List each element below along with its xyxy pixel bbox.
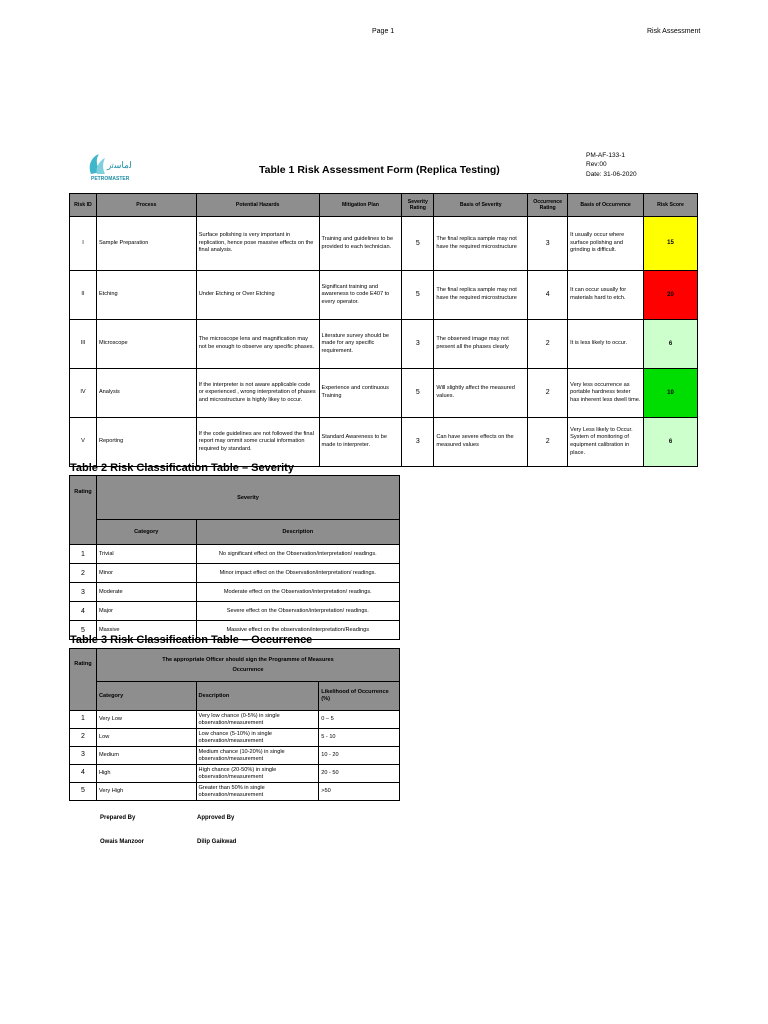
basis-of-occurrence: It usually occur where surface polishing and grinding is difficult. [568, 217, 644, 271]
company-logo [85, 150, 145, 184]
col-header: Mitigation Plan [319, 194, 402, 217]
basis-of-severity: Will slightly affect the measured values. [434, 369, 528, 418]
rating: 5 [70, 621, 97, 640]
doc-header-title: Risk Assessment [647, 28, 701, 35]
likelihood: >50 [319, 783, 400, 801]
category: High [96, 765, 196, 783]
severity-rating: 5 [402, 369, 434, 418]
doc-rev: Rev:00 [586, 161, 607, 169]
prepared-by-name: Owais Manzoor [100, 839, 145, 845]
table-row [70, 711, 400, 729]
category: Massive [96, 621, 196, 640]
table-row [70, 583, 400, 602]
severity-rating: 5 [402, 271, 434, 320]
table-row [70, 765, 400, 783]
table-header-row [70, 649, 400, 682]
likelihood-header: Likelihood of Occurrence (%) [319, 682, 400, 711]
basis-of-severity: The observed image may not present all the phases clearly [434, 320, 528, 369]
process: Reporting [96, 418, 196, 467]
svg-text:ﻟﻣﺎﺳﺗﺭ: ﻟﻣﺎﺳﺗﺭ [107, 161, 132, 171]
doc-date: Date: 31-06-2020 [586, 170, 637, 178]
risk-id: V [70, 418, 97, 467]
category: Minor [96, 564, 196, 583]
category: Low [96, 729, 196, 747]
occurrence-rating: 2 [528, 418, 568, 467]
severity-table-title: Table 2 Risk Classification Table – Severity [70, 462, 294, 474]
process: Microscope [96, 320, 196, 369]
category: Major [96, 602, 196, 621]
risk-id: II [70, 271, 97, 320]
prepared-by-label: Prepared By [100, 815, 136, 821]
table-row [70, 418, 698, 467]
category: Medium [96, 747, 196, 765]
approved-by-label: Approved By [197, 815, 235, 821]
category: Trivial [96, 545, 196, 564]
occurrence-rating: 3 [528, 217, 568, 271]
hazard: Under Etching or Over Etching [196, 271, 319, 320]
col-header: Basis of Occurrence [568, 194, 644, 217]
hazard: If the code guidelines are not followed the final report may ommit some crucial information required by standard. [196, 418, 319, 467]
description-header: Description [196, 682, 319, 711]
likelihood: 10 - 20 [319, 747, 400, 765]
occurrence-table-title: Table 3 Risk Classification Table – Occurrence [70, 634, 313, 646]
description: Low chance (5-10%) in single observation/measurement [196, 729, 319, 747]
category: Moderate [96, 583, 196, 602]
rating: 5 [70, 783, 97, 801]
rating: 3 [70, 583, 97, 602]
category-header: Category [96, 520, 196, 545]
risk-assessment-table [69, 193, 698, 467]
form-title: Table 1 Risk Assessment Form (Replica Testing) [259, 164, 500, 176]
occurrence-label: Occurrence [232, 667, 264, 673]
basis-of-occurrence: Very Less likely to Occur. System of monitoring of equipment calibration in place. [568, 418, 644, 467]
col-header: Process [96, 194, 196, 217]
description: Greater than 50% in single observation/measurement [196, 783, 319, 801]
risk-score: 6 [644, 418, 698, 467]
basis-of-occurrence: It can occur usually for materials hard to etch. [568, 271, 644, 320]
rating: 2 [70, 564, 97, 583]
occurrence-rating: 2 [528, 320, 568, 369]
mitigation: Training and guidelines to be provided to each technician. [319, 217, 402, 271]
page-number: Page 1 [372, 28, 395, 35]
basis-of-severity: Can have severe effects on the measured values [434, 418, 528, 467]
col-header: Potential Hazards [196, 194, 319, 217]
severity-classification-table [69, 475, 400, 640]
occurrence-rating: 4 [528, 271, 568, 320]
rating-header: Rating [70, 476, 97, 545]
hazard: The microscope lens and magnification may not be enough to observe any specific phases. [196, 320, 319, 369]
table-row [70, 729, 400, 747]
rating: 3 [70, 747, 97, 765]
rating: 4 [70, 765, 97, 783]
description: Minor impact effect on the Observation/interpretation/ readings. [196, 564, 399, 583]
basis-of-severity: The final replica sample may not have the required microstructure [434, 217, 528, 271]
risk-score: 20 [644, 271, 698, 320]
severity-rating: 5 [402, 217, 434, 271]
likelihood: 20 - 50 [319, 765, 400, 783]
occurrence-rating: 2 [528, 369, 568, 418]
table-header-row [70, 476, 400, 520]
description-header: Description [196, 520, 399, 545]
risk-id: III [70, 320, 97, 369]
severity-rating: 3 [402, 320, 434, 369]
occurrence-header [96, 649, 399, 682]
category-header: Category [96, 682, 196, 711]
process: Etching [96, 271, 196, 320]
mitigation: Significant training and awareness to code E407 to every operator. [319, 271, 402, 320]
category: Very High [96, 783, 196, 801]
description: Very low chance (0-5%) in single observation/measurement [196, 711, 319, 729]
col-header: Basis of Severity [434, 194, 528, 217]
occurrence-classification-table [69, 648, 400, 801]
col-header: Occurrence Rating [528, 194, 568, 217]
likelihood: 0 – 5 [319, 711, 400, 729]
doc-code: PM-AF-133-1 [586, 152, 626, 159]
risk-score: 6 [644, 320, 698, 369]
risk-score: 15 [644, 217, 698, 271]
description: High chance (20-50%) in single observation/measurement [196, 765, 319, 783]
table-row [70, 320, 698, 369]
table-row [70, 369, 698, 418]
table-row [70, 747, 400, 765]
mitigation: Literature survey should be made for any specific requirement. [319, 320, 402, 369]
category: Very Low [96, 711, 196, 729]
officer-note: The appropriate Officer should sign the Programme of Measures [162, 656, 334, 663]
likelihood: 5 - 10 [319, 729, 400, 747]
description: Severe effect on the Observation/interpretation/ readings. [196, 602, 399, 621]
basis-of-occurrence: Very less occurrence as portable hardness tester has inherent less dwell time. [568, 369, 644, 418]
risk-score: 10 [644, 369, 698, 418]
basis-of-occurrence: It is less likely to occur. [568, 320, 644, 369]
table-subheader-row [70, 682, 400, 711]
doc-info [586, 151, 637, 179]
severity-header: Severity [96, 476, 399, 520]
table-row [70, 545, 400, 564]
risk-id: IV [70, 369, 97, 418]
description: No significant effect on the Observation/interpretation/ readings. [196, 545, 399, 564]
mitigation: Standard Awareness to be made to interpreter. [319, 418, 402, 467]
process: Sample Preparation [96, 217, 196, 271]
description: Medium chance (10-20%) in single observation/measurement [196, 747, 319, 765]
hazard: If the interpreter is not aware applicable code or experienced , wrong interpretation of phases and microstructure is highly likey to occur. [196, 369, 319, 418]
table-subheader-row [70, 520, 400, 545]
process: Analysis [96, 369, 196, 418]
description: Moderate effect on the Observation/interpretation/ readings. [196, 583, 399, 602]
basis-of-severity: The final replica sample may not have the required microstructure [434, 271, 528, 320]
table-row [70, 564, 400, 583]
rating: 4 [70, 602, 97, 621]
approved-by-name: Dilip Gaikwad [197, 839, 237, 845]
col-header: Risk ID [70, 194, 97, 217]
rating: 1 [70, 711, 97, 729]
logo-text: PETROMASTER [91, 176, 130, 182]
table-row [70, 271, 698, 320]
rating: 2 [70, 729, 97, 747]
col-header: Severity Rating [402, 194, 434, 217]
table-row [70, 783, 400, 801]
col-header: Risk Score [644, 194, 698, 217]
table-row [70, 217, 698, 271]
hazard: Surface polishing is very important in replication, hence pose massive effects on the final analysis. [196, 217, 319, 271]
severity-rating: 3 [402, 418, 434, 467]
table-header-row [70, 194, 698, 217]
description: Massive effect on the observation/interpretation/Readings [196, 621, 399, 640]
rating: 1 [70, 545, 97, 564]
rating-header: Rating [70, 649, 97, 711]
risk-id: I [70, 217, 97, 271]
mitigation: Experience and continuous Training [319, 369, 402, 418]
table-row [70, 602, 400, 621]
